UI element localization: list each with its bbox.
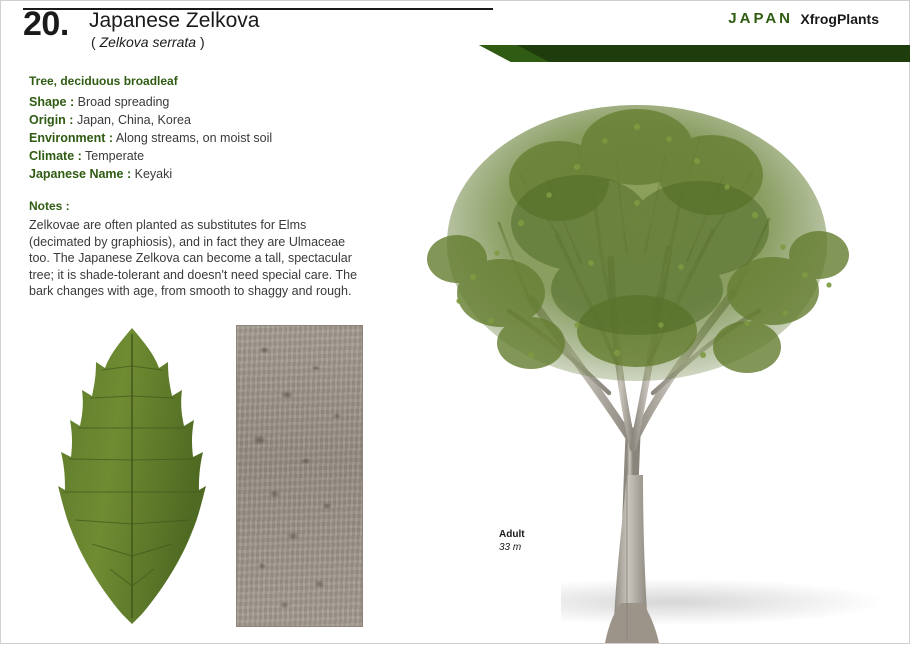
bark-figure (236, 325, 363, 627)
notes-text: Zelkovae are often planted as substitutes for Elms (decimated by graphiosis), and in fact they are Ulmaceae too. The Japanese Zelkova can become a tall, spectacular tree; it is shade-tolerant and doesn't need special care. The bark changes with age, from smooth to shaggy and rough. (29, 218, 358, 298)
scale-height: 33 m (499, 542, 522, 553)
leaf-icon (58, 326, 206, 626)
info-row (29, 93, 389, 111)
notes-label: Notes : (29, 199, 70, 213)
info-type-label: Tree, deciduous broadleaf (29, 74, 178, 88)
info-key-environment: Environment : (29, 131, 114, 145)
brand-label: XfrogPlants (800, 11, 879, 27)
info-key-climate: Climate : (29, 149, 82, 163)
scale-title: Adult (499, 529, 525, 540)
bark-texture (237, 326, 362, 626)
page-title: Japanese Zelkova (89, 9, 260, 32)
info-key-shape: Shape : (29, 95, 75, 109)
latin-paren-close: ) (199, 34, 205, 50)
page-header (1, 1, 910, 63)
latin-name (91, 34, 205, 50)
tree-figure (381, 63, 909, 644)
info-value-origin: Japan, China, Korea (76, 113, 191, 127)
info-row (29, 129, 389, 147)
info-panel (29, 74, 389, 300)
tree-render (381, 63, 909, 644)
latin-binomial: Zelkova serrata (99, 34, 197, 50)
info-value-environment: Along streams, on moist soil (115, 131, 273, 145)
info-row (29, 147, 389, 165)
info-key-origin: Origin : (29, 113, 74, 127)
scale-annotation (499, 528, 525, 554)
country-label: JAPAN (728, 10, 793, 27)
info-value-japanese-name: Keyaki (134, 167, 173, 181)
info-row (29, 165, 389, 183)
info-value-climate: Temperate (85, 149, 145, 163)
entry-number: 20. (23, 5, 69, 43)
latin-paren-open: ( (91, 34, 96, 50)
info-key-japanese-name: Japanese Name : (29, 167, 132, 181)
info-value-shape: Broad spreading (77, 95, 170, 109)
info-row (29, 111, 389, 129)
leaf-figure (58, 326, 206, 626)
